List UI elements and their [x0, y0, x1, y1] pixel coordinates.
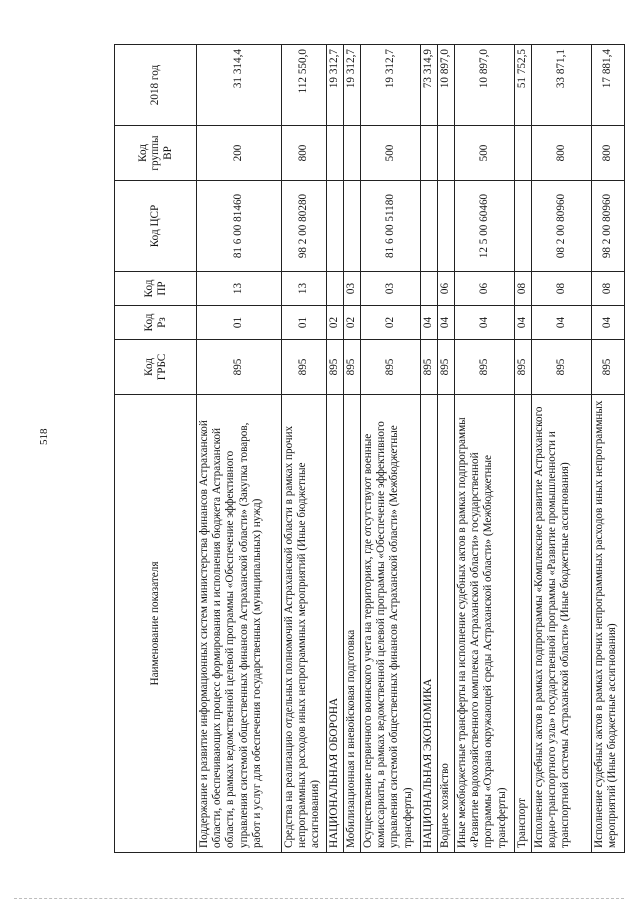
table-row: [361, 45, 421, 853]
table-row: [455, 45, 515, 853]
row-pr: 06: [455, 272, 515, 306]
row-amount: 112 550,0: [282, 45, 327, 126]
row-name: Исполнение судебных актов в рамках подпрограммы «Комплексное развитие Астраханского водно-транспортного узла» государственной программы «Развитие промышленности и транспортной системы Астраханской области» (Иные бюджетные ассигнования): [532, 395, 592, 853]
table-row: [532, 45, 592, 853]
row-amount: 10 897,0: [438, 45, 455, 126]
row-grbs: 895: [421, 340, 438, 395]
table-row: [438, 45, 455, 853]
header-grbs: Код ГРБС: [115, 340, 197, 395]
row-pr: 13: [282, 272, 327, 306]
row-grbs: 895: [438, 340, 455, 395]
row-grbs: 895: [361, 340, 421, 395]
budget-table: [114, 44, 625, 853]
row-pr: 08: [515, 272, 532, 306]
row-name: Водное хозяйство: [438, 395, 455, 853]
row-rz: 02: [344, 306, 361, 340]
row-rz: 04: [455, 306, 515, 340]
rotated-table-container: [114, 45, 624, 853]
row-name: Поддержание и развитие информационных систем министерства финансов Астраханской области, обеспечивающих процесс формирования и исполнения бюджета Астраханской области, в рамках ведомственной целевой программы «Обеспечение эффективного управления системой общественных финансов Астраханской области» (Закупка товаров, работ и услуг для обеспечения государственных (муниципальных) нужд): [197, 395, 282, 853]
row-pr: 03: [361, 272, 421, 306]
row-grbs: 895: [532, 340, 592, 395]
row-rz: 04: [592, 306, 625, 340]
row-name: Осуществление первичного воинского учета на территориях, где отсутствуют военные комиссариаты, в рамках ведомственной целевой программы «Обеспечение эффективного управления системой общественных финансов Астраханской области» (Межбюджетные трансферты): [361, 395, 421, 853]
row-name: Мобилизационная и вневойсковая подготовка: [344, 395, 361, 853]
row-grbs: 895: [282, 340, 327, 395]
table-row: [327, 45, 344, 853]
row-vr: 500: [455, 126, 515, 181]
row-grbs: 895: [197, 340, 282, 395]
row-name: Исполнение судебных актов в рамках прочих непрограммных расходов иных непрограммных мероприятий (Иные бюджетные ассигнования): [592, 395, 625, 853]
row-pr: 13: [197, 272, 282, 306]
table-row: [421, 45, 438, 853]
row-amount: 10 897,0: [455, 45, 515, 126]
row-csr: 98 2 00 80960: [592, 181, 625, 272]
row-csr: 81 6 00 51180: [361, 181, 421, 272]
header-rz: Код Рз: [115, 306, 197, 340]
row-name: Иные межбюджетные трансферты на исполнение судебных актов в рамках подпрограммы «Развитие водохозяйственного комплекса Астраханской области» государственной программы «Охрана окружающей среды Астраханской области» (Межбюджетные трансферты): [455, 395, 515, 853]
row-vr: [344, 126, 361, 181]
row-grbs: 895: [327, 340, 344, 395]
row-rz: 01: [282, 306, 327, 340]
row-rz: 04: [421, 306, 438, 340]
row-grbs: 895: [515, 340, 532, 395]
row-pr: 08: [532, 272, 592, 306]
header-name: Наименование показателя: [115, 395, 197, 853]
bottom-dashed-divider: [14, 898, 624, 899]
row-vr: [515, 126, 532, 181]
row-grbs: 895: [592, 340, 625, 395]
header-amount: 2018 год: [115, 45, 197, 126]
table-row: [282, 45, 327, 853]
row-vr: 800: [592, 126, 625, 181]
row-vr: 800: [532, 126, 592, 181]
row-vr: 800: [282, 126, 327, 181]
row-amount: 19 312,7: [344, 45, 361, 126]
page-number: 518: [38, 428, 50, 445]
table-header-row: [115, 45, 197, 853]
row-csr: [344, 181, 361, 272]
row-rz: 02: [361, 306, 421, 340]
row-amount: 19 312,7: [327, 45, 344, 126]
row-pr: [327, 272, 344, 306]
row-vr: [327, 126, 344, 181]
row-amount: 73 314,9: [421, 45, 438, 126]
row-vr: [421, 126, 438, 181]
row-pr: 06: [438, 272, 455, 306]
row-rz: 02: [327, 306, 344, 340]
table-row: [592, 45, 625, 853]
row-csr: [327, 181, 344, 272]
row-amount: 31 314,4: [197, 45, 282, 126]
row-vr: 500: [361, 126, 421, 181]
table-row: [515, 45, 532, 853]
row-name: НАЦИОНАЛЬНАЯ ЭКОНОМИКА: [421, 395, 438, 853]
header-pr: Код ПР: [115, 272, 197, 306]
row-amount: 17 881,4: [592, 45, 625, 126]
header-vr: Код группы ВР: [115, 126, 197, 181]
row-rz: 04: [515, 306, 532, 340]
row-amount: 33 871,1: [532, 45, 592, 126]
row-amount: 51 752,5: [515, 45, 532, 126]
row-vr: 200: [197, 126, 282, 181]
table-row: [197, 45, 282, 853]
row-csr: 08 2 00 80960: [532, 181, 592, 272]
row-name: НАЦИОНАЛЬНАЯ ОБОРОНА: [327, 395, 344, 853]
row-csr: 12 5 00 60460: [455, 181, 515, 272]
header-csr: Код ЦСР: [115, 181, 197, 272]
row-csr: [421, 181, 438, 272]
row-grbs: 895: [455, 340, 515, 395]
row-rz: 04: [438, 306, 455, 340]
row-grbs: 895: [344, 340, 361, 395]
row-rz: 01: [197, 306, 282, 340]
row-pr: 03: [344, 272, 361, 306]
table-row: [344, 45, 361, 853]
row-amount: 19 312,7: [361, 45, 421, 126]
row-name: Транспорт: [515, 395, 532, 853]
row-name: Средства на реализацию отдельных полномочий Астраханской области в рамках прочих непрограммных расходов иных непрограммных мероприятий (Иные бюджетные ассигнования): [282, 395, 327, 853]
row-rz: 04: [532, 306, 592, 340]
row-csr: [438, 181, 455, 272]
row-csr: 81 6 00 81460: [197, 181, 282, 272]
row-pr: [421, 272, 438, 306]
row-csr: 98 2 00 80280: [282, 181, 327, 272]
row-pr: 08: [592, 272, 625, 306]
row-csr: [515, 181, 532, 272]
row-vr: [438, 126, 455, 181]
